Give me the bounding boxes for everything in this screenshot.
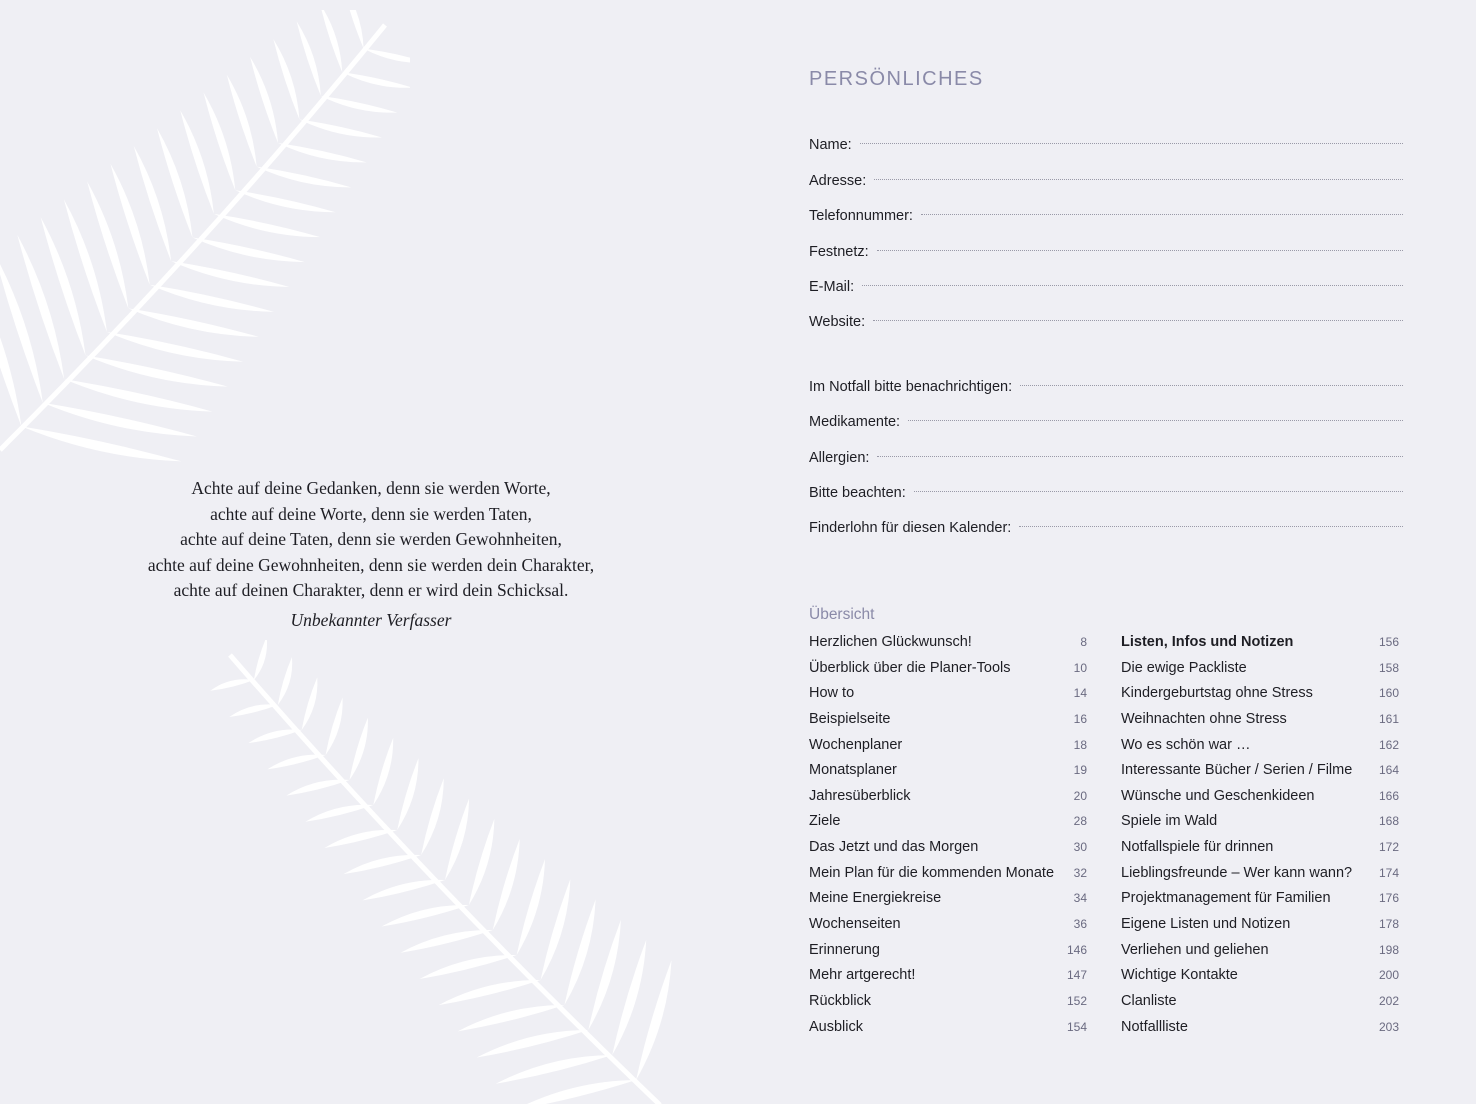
leaflet — [278, 143, 366, 162]
toc-entry-title: Spiele im Wald — [1121, 813, 1218, 830]
field-label: Website: — [809, 314, 866, 331]
toc-entry-title: Wochenseiten — [809, 916, 901, 933]
leaflet — [254, 640, 267, 680]
toc-entry-title: Wochenplaner — [809, 736, 903, 753]
toc-entry-page: 147 — [1066, 968, 1087, 983]
quote-line: achte auf deine Taten, denn sie werden Gewohnheiten, — [180, 529, 562, 549]
field-dotted-line[interactable] — [860, 143, 1403, 144]
form-field[interactable] — [809, 191, 1403, 226]
toc-entry-title: Verliehen und geliehen — [1121, 941, 1269, 958]
personal-fields — [809, 120, 1403, 538]
leaflet — [493, 839, 520, 930]
toc-entry-page: 203 — [1378, 1019, 1399, 1034]
leaflet — [150, 285, 274, 312]
quote-line: achte auf deinen Charakter, denn er wird dein Schicksal. — [173, 580, 569, 600]
toc-entry-title: Weihnachten ohne Stress — [1121, 710, 1287, 727]
leaflet — [420, 955, 517, 979]
quote-line: achte auf deine Gewohnheiten, denn sie werden dein Charakter, — [147, 554, 595, 575]
leaflet — [86, 356, 228, 387]
toc-entry — [809, 707, 1087, 733]
toc-entry-page: 160 — [1378, 686, 1399, 701]
toc-entry — [1121, 912, 1399, 938]
leaflet — [278, 657, 292, 705]
field-dotted-line[interactable] — [1020, 385, 1403, 386]
toc-entry-title: Notfallliste — [1121, 1018, 1188, 1035]
form-field[interactable] — [809, 120, 1403, 155]
leaflet — [397, 758, 418, 830]
toc-entry-title: Notfallspiele für drinnen — [1121, 839, 1274, 856]
leaflet — [128, 308, 258, 336]
field-dotted-line[interactable] — [877, 456, 1403, 457]
leaflet — [302, 677, 318, 730]
toc-entry-page: 34 — [1073, 891, 1087, 906]
toc-entry-title: Jahresüberblick — [809, 787, 911, 804]
toc-entry-title: Rückblick — [809, 992, 872, 1009]
toc-entry — [1121, 1015, 1399, 1041]
toc-entry-page: 146 — [1066, 942, 1087, 957]
leaflet — [342, 72, 410, 88]
field-label: Medikamente: — [809, 414, 901, 431]
toc-entry — [1121, 656, 1399, 682]
field-dotted-line[interactable] — [874, 179, 1403, 180]
leaflet — [496, 1055, 613, 1084]
leaflet — [326, 697, 343, 755]
toc-entry — [809, 656, 1087, 682]
leaflet — [439, 980, 541, 1005]
toc-entry — [809, 733, 1087, 759]
quote-line: achte auf deine Worte, denn sie werden Taten, — [210, 503, 532, 524]
toc-entry-title: Monatsplaner — [809, 762, 897, 779]
leaflet — [636, 960, 671, 1080]
toc-entry-title: Ausblick — [809, 1018, 863, 1035]
leaflet — [401, 930, 493, 953]
toc-entry — [809, 809, 1087, 835]
form-field[interactable] — [809, 397, 1403, 432]
toc-entry-title: Projektmanagement für Familien — [1121, 890, 1331, 907]
toc-entry-title: Wo es schön war … — [1121, 736, 1251, 753]
leaflet — [210, 679, 254, 691]
toc-entry-page: 156 — [1378, 635, 1399, 649]
leaflet — [541, 879, 571, 980]
toc-right-column — [1121, 630, 1399, 1040]
field-dotted-line[interactable] — [873, 320, 1403, 321]
field-label: Bitte beachten: — [809, 484, 906, 501]
leaflet — [588, 920, 621, 1030]
toc-entry-page: 198 — [1378, 942, 1399, 957]
toc-entry — [1121, 938, 1399, 964]
leaflet — [445, 798, 469, 880]
toc-entry-page: 16 — [1073, 711, 1087, 726]
toc-entry — [1121, 809, 1399, 835]
leaflet — [267, 755, 325, 770]
leaflet — [64, 379, 212, 411]
toc-entry-page: 202 — [1378, 993, 1399, 1008]
leaflet — [324, 830, 397, 848]
leaflet — [297, 21, 321, 96]
toc-entry-page: 19 — [1073, 763, 1087, 778]
toc-entry-page: 36 — [1073, 917, 1087, 932]
toc-entry-page: 152 — [1066, 993, 1087, 1008]
form-field[interactable] — [809, 432, 1403, 467]
leaflet — [107, 332, 243, 362]
toc-entry-title: Überblick über die Planer-Tools — [809, 659, 1011, 676]
toc-entry-page: 176 — [1378, 891, 1399, 906]
toc-entry-title: Clanliste — [1121, 992, 1177, 1009]
toc-entry-title: Wünsche und Geschenkideen — [1121, 787, 1315, 804]
toc-entry-page: 166 — [1378, 788, 1399, 803]
leaflet — [373, 738, 393, 805]
toc-entry-page: 178 — [1378, 917, 1399, 932]
field-label: Name: — [809, 137, 852, 154]
toc-entry — [809, 886, 1087, 912]
field-label: Telefonnummer: — [809, 208, 913, 225]
leaflet — [469, 819, 495, 905]
leaflet — [477, 1030, 589, 1058]
toc-entry-title: Meine Energiekreise — [809, 890, 942, 907]
palm-leaf-icon — [0, 10, 410, 470]
leaflet — [612, 940, 646, 1055]
form-field[interactable] — [809, 297, 1403, 332]
toc-entry-title: Lieblingsfreunde – Wer kann wann? — [1121, 864, 1353, 881]
toc-entry-title: Die ewige Packliste — [1121, 659, 1247, 676]
leaflet — [214, 214, 320, 237]
toc-entry-title: How to — [809, 685, 855, 702]
toc-entry-page: 154 — [1066, 1019, 1087, 1034]
toc-entry — [809, 861, 1087, 887]
toc-entry — [1121, 707, 1399, 733]
leaflet — [229, 704, 278, 717]
toc-entry — [1121, 681, 1399, 707]
field-label: Festnetz: — [809, 243, 869, 260]
form-field[interactable] — [809, 226, 1403, 261]
field-label: Allergien: — [809, 449, 870, 466]
leaflet — [343, 855, 421, 874]
leaflet — [517, 859, 545, 955]
toc-entry-title: Ziele — [809, 813, 841, 830]
toc-entry-title: Herzlichen Glückwunsch! — [809, 634, 972, 650]
leaflet — [421, 778, 444, 855]
field-gap — [809, 332, 1403, 361]
leaflet — [515, 1080, 636, 1104]
toc-entry-page: 200 — [1378, 968, 1399, 983]
leaflet — [250, 57, 278, 143]
leaflet — [227, 75, 257, 167]
leaflet — [382, 905, 469, 927]
toc-entry-title: Wichtige Kontakte — [1121, 967, 1238, 984]
toc-entry — [809, 630, 1087, 656]
leaflet — [193, 238, 305, 263]
leaflet — [248, 729, 301, 743]
toc-entry-page: 161 — [1378, 711, 1399, 726]
toc-entry-title: Beispielseite — [809, 710, 891, 727]
toc-entry — [1121, 963, 1399, 989]
toc-entry-title: Erinnerung — [809, 941, 880, 958]
form-field[interactable] — [809, 503, 1403, 538]
leaflet — [299, 119, 381, 137]
toc-entry-title: Eigene Listen und Notizen — [1121, 916, 1291, 933]
leaflet — [321, 96, 398, 113]
leaflet — [343, 10, 363, 49]
toc-entry — [809, 681, 1087, 707]
personal-title: PERSÖNLICHES — [809, 68, 984, 90]
toc-entry — [809, 989, 1087, 1015]
field-dotted-line[interactable] — [908, 420, 1403, 421]
field-label: Finderlohn für diesen Kalender: — [809, 520, 1012, 537]
field-label: E-Mail: — [809, 278, 855, 295]
leaflet — [362, 880, 445, 900]
toc-entry-page: 20 — [1073, 788, 1087, 803]
leaflet — [273, 39, 299, 119]
toc-entry-page: 168 — [1378, 814, 1399, 829]
field-dotted-line[interactable] — [921, 214, 1403, 215]
quote-author: Unbekannter Verfasser — [290, 609, 452, 630]
toc-entry — [1121, 861, 1399, 887]
leaflet — [235, 190, 335, 212]
toc-entry-title: Mein Plan für die kommenden Monate — [809, 864, 1055, 881]
field-label: Adresse: — [809, 172, 867, 189]
field-label: Im Notfall bitte benachrichtigen: — [809, 378, 1013, 395]
leaflet — [320, 10, 342, 72]
toc-entry — [809, 758, 1087, 784]
toc-entry-title: Interessante Bücher / Serien / Filme — [1121, 762, 1353, 779]
form-field[interactable] — [809, 361, 1403, 396]
toc-entry-page: 172 — [1378, 840, 1399, 855]
toc-entry — [809, 963, 1087, 989]
toc-entry — [1121, 630, 1399, 656]
toc-entry-title: Mehr artgerecht! — [809, 967, 916, 984]
field-dotted-line[interactable] — [1019, 526, 1403, 527]
toc-entry-title: Listen, Infos und Notizen — [1121, 634, 1294, 650]
toc-entry-title: Das Jetzt und das Morgen — [809, 839, 979, 856]
leaflet — [257, 167, 351, 188]
leaflet — [286, 780, 349, 796]
leaflet — [458, 1005, 565, 1031]
toc-entry-page: 8 — [1080, 635, 1087, 649]
toc-entry-page: 174 — [1378, 865, 1399, 880]
toc-entry — [1121, 989, 1399, 1015]
toc-entry-title: Kindergeburtstag ohne Stress — [1121, 685, 1313, 702]
toc-entry — [1121, 835, 1399, 861]
toc-entry — [1121, 784, 1399, 810]
field-dotted-line[interactable] — [877, 250, 1403, 251]
field-dotted-line[interactable] — [914, 491, 1403, 492]
overview-title: Übersicht — [809, 606, 875, 623]
palm-leaf-icon — [200, 640, 680, 1104]
toc-entry-page: 10 — [1073, 660, 1087, 675]
form-field[interactable] — [809, 468, 1403, 503]
leaflet — [204, 93, 236, 191]
form-field[interactable] — [809, 262, 1403, 297]
quote-line: Achte auf deine Gedanken, denn sie werden Worte, — [191, 478, 551, 498]
leaflet — [349, 718, 367, 780]
toc-entry — [809, 784, 1087, 810]
toc-entry-page: 30 — [1073, 840, 1087, 855]
leaflet — [364, 49, 410, 63]
leaflet — [305, 805, 373, 822]
toc-entry-page: 28 — [1073, 814, 1087, 829]
toc-entry-page: 14 — [1073, 686, 1087, 701]
quote-block — [90, 476, 652, 633]
field-dotted-line[interactable] — [862, 285, 1403, 286]
leaflet — [564, 900, 595, 1005]
toc-entry-page: 162 — [1378, 737, 1399, 752]
leaflet — [171, 261, 289, 287]
toc-entry — [1121, 886, 1399, 912]
toc-entry-page: 158 — [1378, 660, 1399, 675]
toc-entry-page: 32 — [1073, 865, 1087, 880]
toc-entry — [1121, 758, 1399, 784]
toc-entry-page: 18 — [1073, 737, 1087, 752]
toc-entry — [809, 912, 1087, 938]
toc-entry — [809, 835, 1087, 861]
toc-entry — [1121, 733, 1399, 759]
toc-entry — [809, 1015, 1087, 1041]
toc-entry — [809, 938, 1087, 964]
toc-left-column — [809, 630, 1087, 1040]
toc-entry-page: 164 — [1378, 763, 1399, 778]
form-field[interactable] — [809, 155, 1403, 190]
